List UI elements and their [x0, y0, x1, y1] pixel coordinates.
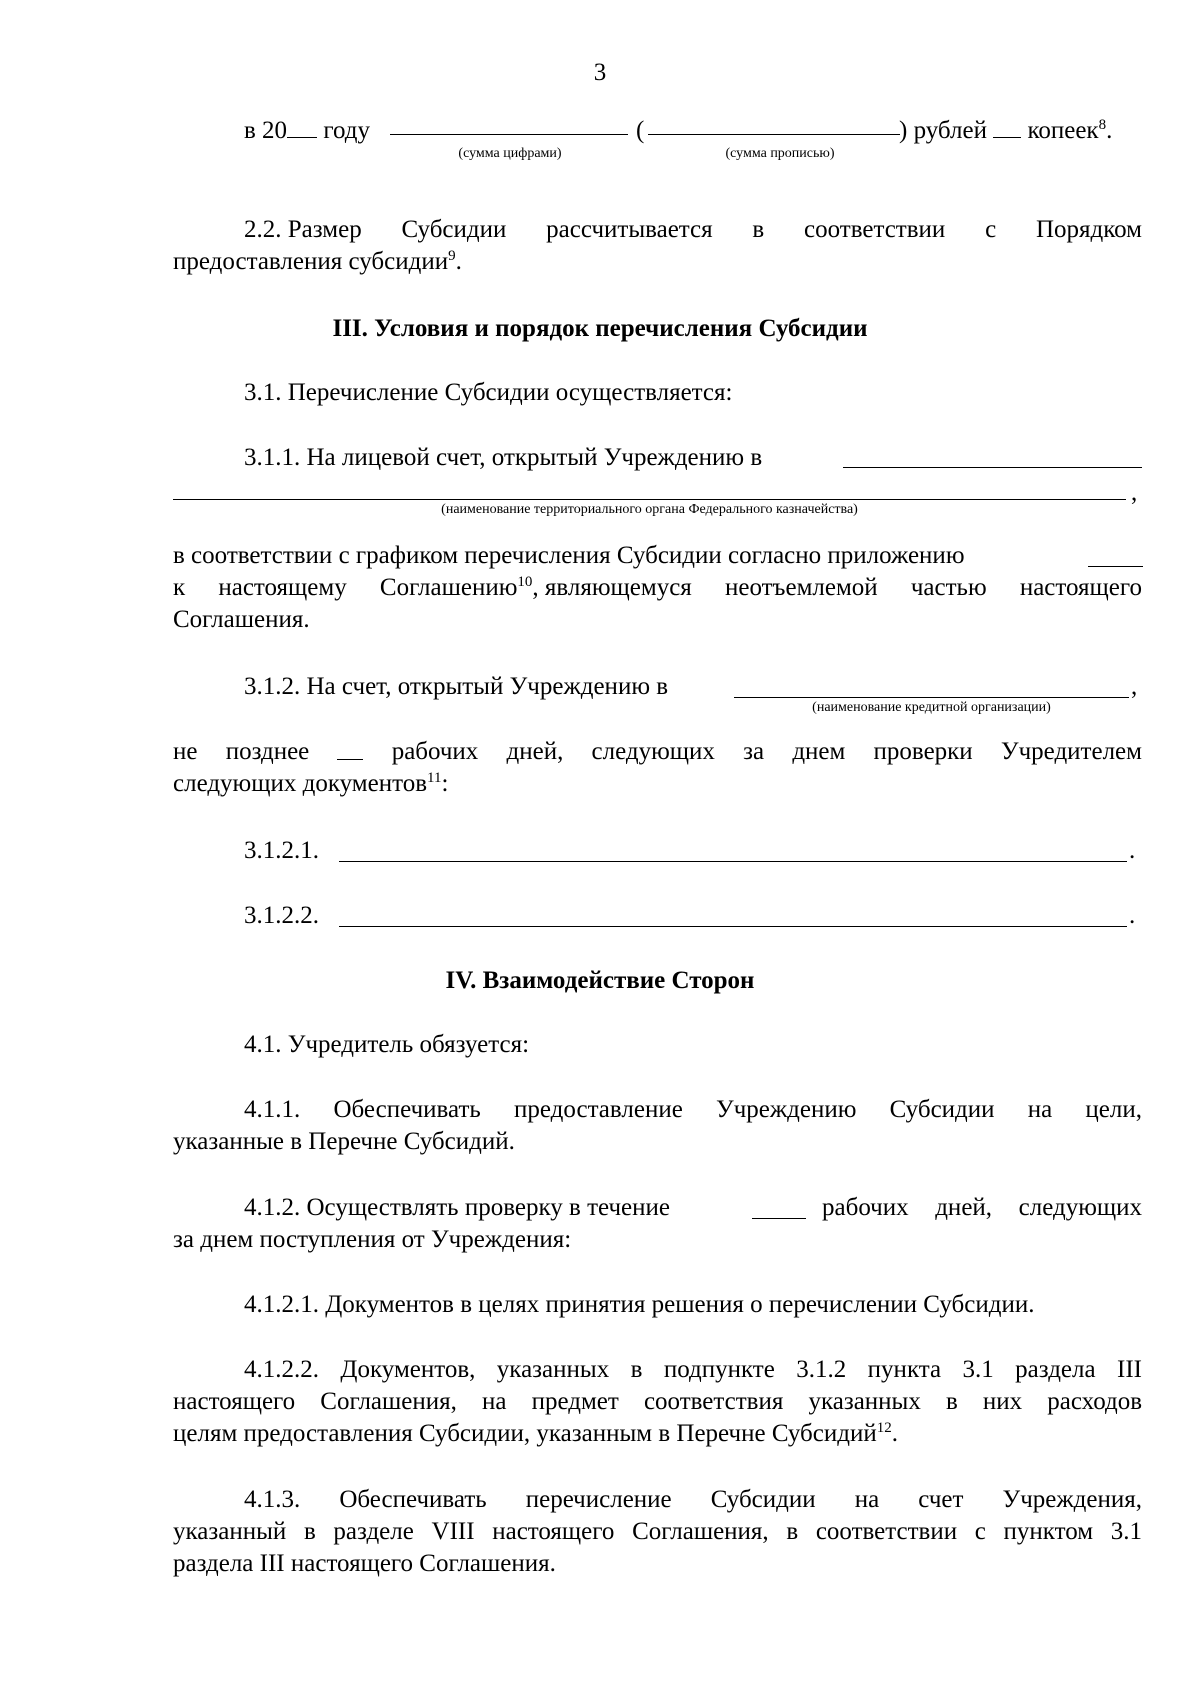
- dot: .: [1129, 837, 1136, 864]
- p3-1-2-line1: [173, 735, 1142, 768]
- treasury-blank-2[interactable]: [173, 499, 1126, 500]
- word: не: [173, 738, 198, 765]
- word: рассчитывается: [546, 216, 713, 243]
- word: днем: [792, 738, 846, 765]
- p4-1-2-line1b: рабочих дней, следующих: [822, 1194, 1142, 1221]
- p3-1: 3.1. Перечисление Субсидии осуществляется:: [244, 379, 733, 406]
- p4-1-1-line2: указанные в Перечне Субсидий.: [173, 1128, 515, 1155]
- document-2-blank[interactable]: [339, 926, 1127, 927]
- comma: ,: [1131, 479, 1138, 506]
- word: с: [985, 216, 997, 243]
- word: к: [173, 574, 186, 601]
- section-3-heading: III. Условия и порядок перечисления Субсидии: [332, 315, 868, 342]
- p4-1-3-line2: указанный в разделе VIII настоящего Соглашения, в соответствии с пунктом 3.1: [173, 1518, 1142, 1545]
- p4-1-2-2-line3: [173, 1417, 898, 1450]
- p4-1: 4.1. Учредитель обязуется:: [244, 1031, 530, 1058]
- dot: .: [1129, 902, 1136, 929]
- p3-1-2-text: 3.1.2. На счет, открытый Учреждению в: [244, 673, 669, 700]
- end-dot: .: [891, 1420, 898, 1447]
- word: Субсидии: [401, 216, 507, 243]
- word: в: [752, 216, 765, 243]
- word: соответствии: [804, 216, 946, 243]
- caption-bank: (наименование кредитной организации): [812, 700, 1051, 715]
- colon: :: [441, 770, 449, 797]
- p2-2-text: предоставления субсидии: [173, 248, 449, 275]
- footnote-8: 8: [1098, 117, 1107, 133]
- caption-sum-digits: (сумма цифрами): [458, 146, 562, 161]
- p4-1-2-2-text3: целям предоставления Субсидии, указанным в Перечне Субсидий: [173, 1420, 877, 1447]
- appendix-number-blank[interactable]: [1088, 566, 1143, 567]
- word: , являющемуся: [532, 574, 692, 601]
- word: настоящего: [1019, 574, 1142, 601]
- p3-1-2-line2: [173, 767, 448, 800]
- document-1-blank[interactable]: [339, 861, 1127, 862]
- treasury-blank-1[interactable]: [843, 467, 1142, 468]
- p2-2-line1: [244, 213, 1142, 246]
- footnote-10: 10: [517, 574, 533, 590]
- p3-1-2-2-label: 3.1.2.2.: [244, 902, 319, 929]
- year-prefix: в 20: [244, 117, 288, 144]
- p4-1-2-2-line1: 4.1.2.2. Документов, указанных в подпункте 3.1.2 пункта 3.1 раздела III: [244, 1356, 1142, 1383]
- page-number: 3: [593, 59, 607, 86]
- word: следующих: [591, 738, 715, 765]
- p3-1-1-line2: [173, 571, 1142, 604]
- word: настоящему: [218, 574, 347, 601]
- amount-words-blank[interactable]: [648, 134, 900, 135]
- year-blank[interactable]: [287, 115, 317, 138]
- p4-1-3-line3: раздела III настоящего Соглашения.: [173, 1550, 556, 1577]
- kopecks-blank[interactable]: [993, 115, 1021, 138]
- word-with-footnote: [380, 571, 692, 604]
- word: неотъемлемой: [724, 574, 878, 601]
- open-paren: (: [636, 117, 645, 144]
- p4-1-1-line1: 4.1.1. Обеспечивать предоставление Учреждению Субсидии на цели,: [244, 1096, 1142, 1123]
- footnote-9: 9: [448, 248, 456, 264]
- end-dot: .: [455, 248, 462, 275]
- kopecks-word: копеек: [1021, 117, 1099, 144]
- year-word: году: [317, 117, 370, 144]
- p3-1-2-1-label: 3.1.2.1.: [244, 837, 319, 864]
- rubles-part: [899, 114, 1112, 147]
- word: Соглашению: [379, 574, 518, 601]
- footnote-12: 12: [876, 1420, 892, 1436]
- p2-2-line2: [173, 245, 462, 278]
- end-dot: .: [1106, 117, 1113, 144]
- p4-1-2-1: 4.1.2.1. Документов в целях принятия решения о перечислении Субсидии.: [244, 1291, 1035, 1318]
- close-paren: ): [899, 117, 908, 144]
- p4-1-2-line1a: 4.1.2. Осуществлять проверку в течение: [244, 1194, 670, 1221]
- word: частью: [910, 574, 987, 601]
- footnote-11: 11: [427, 770, 442, 786]
- word: позднее: [225, 738, 310, 765]
- p3-1-1-line3: Соглашения.: [173, 606, 310, 633]
- word: дней,: [506, 738, 564, 765]
- word: Порядком: [1035, 216, 1142, 243]
- word: 2.2. Размер: [244, 216, 362, 243]
- p4-1-2-line2: за днем поступления от Учреждения:: [173, 1226, 572, 1253]
- line-amount: [244, 114, 370, 147]
- p3-1-1-line1: в соответствии с графиком перечисления Субсидии согласно приложению: [173, 542, 965, 569]
- word: Учредителем: [1000, 738, 1142, 765]
- p3-1-2-text2: следующих документов: [173, 770, 427, 797]
- p4-1-3-line1: 4.1.3. Обеспечивать перечисление Субсидии на счет Учреждения,: [244, 1486, 1142, 1513]
- caption-sum-words: (сумма прописью): [725, 146, 835, 161]
- caption-treasury: (наименование территориального органа Федерального казначейства): [441, 502, 858, 517]
- rubles-word: рублей: [907, 117, 994, 144]
- word: проверки: [873, 738, 973, 765]
- bank-blank[interactable]: [734, 697, 1129, 698]
- amount-digits-blank[interactable]: [390, 134, 628, 135]
- section-4-heading: IV. Взаимодействие Сторон: [445, 967, 755, 994]
- p4-1-2-2-line2: настоящего Соглашения, на предмет соответствия указанных в них расходов: [173, 1388, 1142, 1415]
- p3-1-1-text: 3.1.1. На лицевой счет, открытый Учреждению в: [244, 444, 763, 471]
- word: рабочих: [391, 738, 479, 765]
- days-blank[interactable]: [337, 735, 363, 760]
- comma: ,: [1131, 673, 1138, 700]
- word: за: [743, 738, 765, 765]
- check-days-blank[interactable]: [752, 1218, 806, 1219]
